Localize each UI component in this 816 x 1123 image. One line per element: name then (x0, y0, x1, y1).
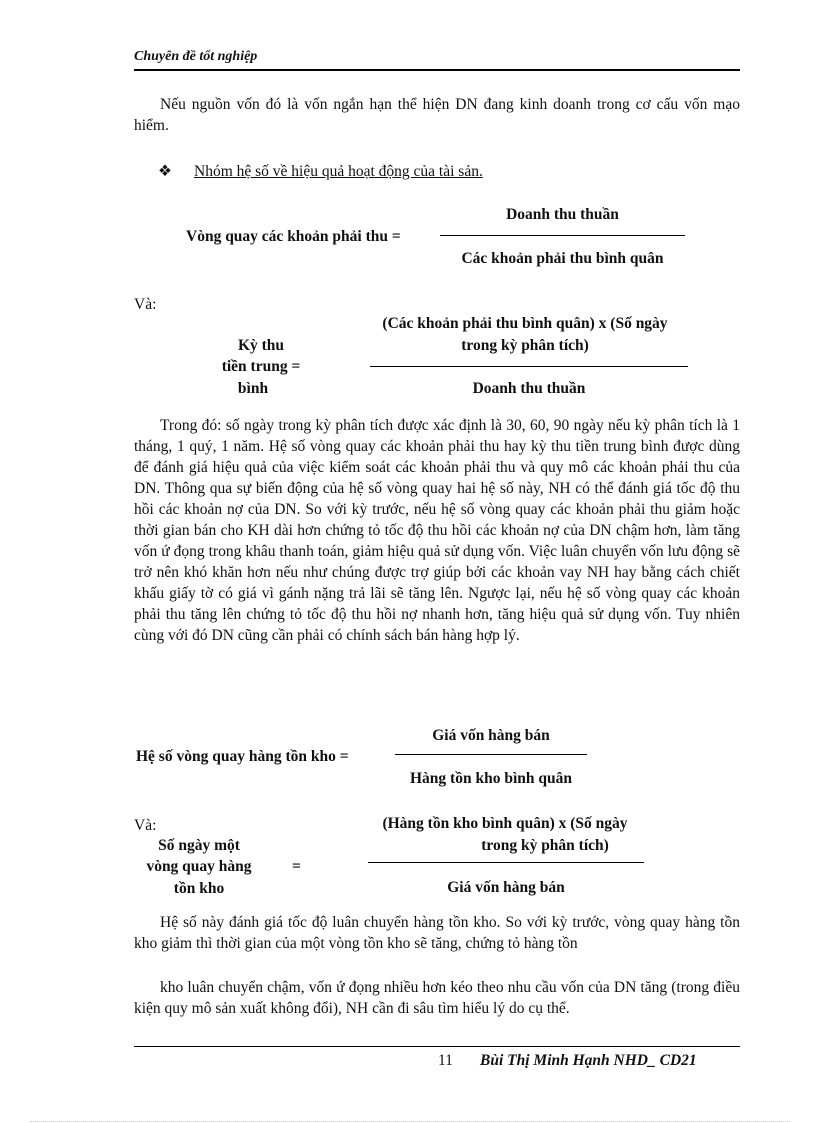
formula-label: Vòng quay các khoản phải thu = (186, 228, 401, 245)
page-number: 11 (438, 1052, 453, 1069)
formula-label-line2: vòng quay hàng (146, 858, 252, 875)
formula-label-line3: tồn kho (173, 880, 225, 897)
paragraph-inventory-continued: kho luân chuyển chậm, vốn ứ đọng nhiều hơn kéo theo nhu cầu vốn của DN tăng (trong điều kiện quy mô sản xuất không đổi), NH cần đi sâu tìm hiểu lý do cụ thể. (134, 979, 740, 1017)
formula-numerator-line1: (Hàng tồn kho bình quân) x (Số ngày (382, 815, 628, 832)
fraction-bar (370, 366, 688, 367)
fraction-bar (395, 754, 587, 755)
page-header (134, 49, 740, 71)
footer-divider (134, 1046, 740, 1047)
diamond-bullet-icon: ❖ (158, 163, 172, 180)
fraction-bar (368, 862, 644, 863)
formula-numerator-line2: trong kỳ phân tích) (481, 837, 609, 854)
formula-denominator: Hàng tồn kho bình quân (410, 770, 572, 787)
formula-numerator: Giá vốn hàng bán (432, 727, 550, 744)
paragraph-inventory: Hệ số này đánh giá tốc độ luân chuyển hàng tồn kho. So với kỳ trước, vòng quay hàng tồn kho giảm thì thời gian của một vòng tồn kho sẽ tăng, chứng tỏ hàng tồn (134, 914, 740, 952)
header-title: Chuyên đề tốt nghiệp (134, 49, 258, 64)
section-bullet (158, 162, 483, 181)
formula-label: Hệ số vòng quay hàng tồn kho = (136, 748, 349, 765)
paragraph-intro: Nếu nguồn vốn đó là vốn ngắn hạn thể hiện DN đang kinh doanh trong cơ cấu vốn mạo hiểm. (134, 96, 740, 134)
footer-author: Bùi Thị Minh Hạnh NHD_ CD21 (480, 1052, 697, 1069)
page-break-line (30, 1121, 790, 1122)
formula-label-line1: Số ngày một (158, 837, 240, 854)
formula-label-line1: Kỳ thu (237, 337, 285, 354)
formula-label-line3: bình (237, 380, 269, 397)
formula-denominator: Giá vốn hàng bán (447, 879, 565, 896)
paragraph-explanation: Trong đó: số ngày trong kỳ phân tích được xác định là 30, 60, 90 ngày nếu kỳ phân tích là 1 tháng, 1 quý, 1 năm. Hệ số vòng quay các khoản phải thu hay kỳ thu tiền trung bình được dùng để đánh giá hiệu quả của việc kiểm soát các khoản phải thu và quy mô các khoản phải thu của DN. Thông qua sự biến động của hệ số vòng quay hai hệ số này, NH có thể đánh giá tốc độ thu hồi các khoản nợ của DN. So với kỳ trước, nếu hệ số vòng quay các khoản phải thu giảm hoặc thời gian bán cho KH dài hơn chứng tỏ tốc độ thu hồi các khoản nợ của DN chậm hơn, làm tăng vốn ứ đọng trong khâu thanh toán, giảm hiệu quả sử dụng vốn. Việc luân chuyển vốn lưu động sẽ trở nên khó khăn hơn nếu như chúng được trợ giúp bởi các khoản vay NH hay bằng cách chiết khấu giấy tờ có giá vì gánh nặng trả lãi sẽ tăng lên. Ngược lại, nếu hệ số vòng quay các khoản phải thu tăng lên chứng tỏ tốc độ thu hồi nợ nhanh hơn, tăng hiệu quả sử dụng vốn. Tuy nhiên cùng với đó DN cũng cần phải có chính sách bán hàng hợp lý. (134, 417, 740, 644)
equals-sign: = (292, 858, 301, 875)
formula-numerator-line2: trong kỳ phân tích) (461, 337, 589, 354)
formula-denominator: Doanh thu thuần (472, 380, 586, 397)
formula-numerator-line1: (Các khoản phải thu bình quân) x (Số ngày (382, 315, 668, 332)
formula-numerator: Doanh thu thuần (506, 206, 619, 223)
formula-denominator: Các khoản phải thu bình quân (461, 250, 664, 267)
and-label: Và: (134, 817, 157, 834)
section-heading: Nhóm hệ số về hiệu quả hoạt động của tài sản. (194, 163, 483, 180)
formula-label-line2: tiền trung = (221, 358, 301, 375)
fraction-bar (440, 235, 685, 236)
and-label: Và: (134, 296, 157, 313)
